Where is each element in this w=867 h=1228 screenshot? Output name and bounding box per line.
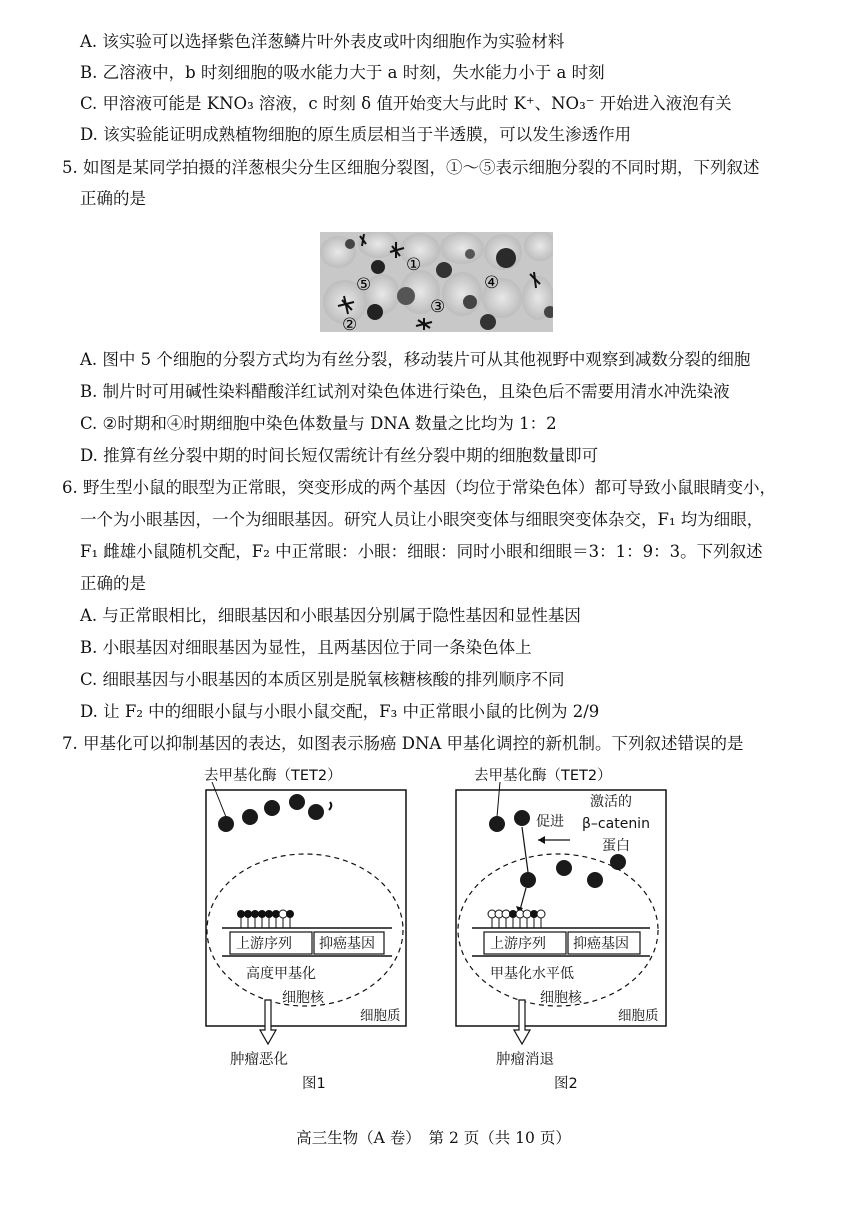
fig2-enzyme-label: 去甲基化酶（TET2）: [474, 768, 612, 784]
page-footer: 高三生物（A 卷） 第 2 页（共 10 页）: [296, 1129, 571, 1147]
fig1-cytoplasm-label: 细胞质: [360, 1008, 401, 1024]
q5-stem-line2: 正确的是: [80, 189, 146, 208]
fig2-protein-dot: [587, 872, 603, 888]
fig2-cytoplasm-label: 细胞质: [618, 1008, 659, 1024]
q4-option-d: D. 该实验能证明成熟植物细胞的原生质层相当于半透膜，可以发生渗透作用: [80, 125, 632, 144]
fig2-pointer-line: [497, 782, 500, 817]
fig1-enzyme-dot: [289, 794, 305, 810]
fig1-down-arrow: [260, 1000, 276, 1044]
fig1-upstream-label: 上游序列: [236, 936, 292, 952]
fig1-nucleus-label: 细胞核: [282, 990, 324, 1006]
fig1-enzyme-label: 去甲基化酶（TET2）: [204, 768, 342, 784]
q6-option-a: A. 与正常眼相比，细眼基因和小眼基因分别属于隐性基因和显性基因: [80, 606, 581, 625]
fig1-methyl-groups: [237, 910, 294, 928]
q6-stem-line3: F₁ 雌雄小鼠随机交配，F₂ 中正常眼：小眼：细眼：同时小眼和细眼＝3：1：9：3。下列叙述: [80, 542, 763, 561]
fig2-promote-label: 促进: [536, 814, 564, 830]
q6-option-c: C. 细眼基因与小眼基因的本质区别是脱氧核糖核酸的排列顺序不同: [80, 670, 565, 689]
fig1-enzyme-dot: [308, 804, 324, 820]
photo-label-4: ④: [484, 273, 500, 293]
fig2-nucleus-label: 细胞核: [540, 990, 582, 1006]
fig1-pointer-line: [212, 782, 226, 817]
fig2-protein-dot: [610, 854, 626, 870]
q5-option-c: C. ②时期和④时期细胞中染色体数量与 DNA 数量之比均为 1：2: [80, 414, 557, 433]
q6-stem-line1: 6. 野生型小鼠的眼型为正常眼，突变形成的两个基因（均位于常染色体）都可导致小鼠眼睛变小，: [62, 478, 776, 497]
fig2-enzyme-dot: [520, 872, 536, 888]
fig2-methylation-label: 甲基化水平低: [490, 966, 574, 982]
q4-option-c: C. 甲溶液可能是 KNO₃ 溶液，c 时刻 δ 值开始变大与此时 K⁺、NO₃⁻ 开始进入液泡有关: [80, 94, 732, 113]
onion-root-tip-micrograph: [320, 232, 553, 332]
fig2-activated-label-3: 蛋白: [602, 838, 630, 854]
fig2-caption: 图2: [554, 1076, 578, 1092]
fig2-enzyme-dot: [489, 816, 505, 832]
fig1-mark: [329, 802, 331, 810]
fig2-promote-arrowhead: [538, 836, 545, 844]
fig1-enzyme-dot: [218, 816, 234, 832]
q6-stem-line2: 一个为小眼基因，一个为细眼基因。研究人员让小眼突变体与细眼突变体杂交，F₁ 均为细眼，: [80, 510, 764, 529]
fig1-caption: 图1: [302, 1076, 326, 1092]
fig2-move-arrow: [520, 888, 526, 910]
fig2-upstream-label: 上游序列: [490, 936, 546, 952]
q4-option-b: B. 乙溶液中，b 时刻细胞的吸水能力大于 a 时刻，失水能力小于 a 时刻: [80, 63, 605, 82]
photo-label-1: ①: [406, 255, 422, 275]
photo-label-5: ⑤: [356, 275, 372, 295]
fig2-activated-label-1: 激活的: [590, 794, 632, 810]
figure-1: [190, 762, 420, 1096]
q5-option-a: A. 图中 5 个细胞的分裂方式均为有丝分裂，移动装片可从其他视野中观察到减数分裂的细胞: [80, 350, 751, 369]
fig1-enzyme-dot: [242, 809, 258, 825]
fig2-down-arrow: [514, 1000, 530, 1044]
fig1-enzyme-dot: [264, 800, 280, 816]
q6-stem-line4: 正确的是: [80, 574, 146, 593]
q7-stem: 7. 甲基化可以抑制基因的表达，如图表示肠癌 DNA 甲基化调控的新机制。下列叙述错误的是: [62, 734, 744, 753]
fig1-outcome-label: 肿瘤恶化: [230, 1052, 288, 1068]
fig2-protein-dot: [556, 860, 572, 876]
q5-option-d: D. 推算有丝分裂中期的时间长短仅需统计有丝分裂中期的细胞数量即可: [80, 446, 599, 465]
q5-option-b: B. 制片时可用碱性染料醋酸洋红试剂对染色体进行染色，且染色后不需要用清水冲洗染液: [80, 382, 730, 401]
q6-option-d: D. 让 F₂ 中的细眼小鼠与小眼小鼠交配，F₃ 中正常眼小鼠的比例为 2/9: [80, 702, 600, 721]
q5-stem-line1: 5. 如图是某同学拍摄的洋葱根尖分生区细胞分裂图，①～⑤表示细胞分裂的不同时期，下列叙述: [62, 158, 760, 177]
q6-option-b: B. 小眼基因对细眼基因为显性，且两基因位于同一条染色体上: [80, 638, 532, 657]
photo-label-3: ③: [430, 297, 446, 317]
fig2-gene-label: 抑癌基因: [573, 936, 629, 952]
fig2-outcome-label: 肿瘤消退: [496, 1052, 554, 1068]
fig1-methylation-label: 高度甲基化: [246, 966, 316, 982]
q4-option-a: A. 该实验可以选择紫色洋葱鳞片叶外表皮或叶肉细胞作为实验材料: [80, 32, 565, 51]
fig2-methyl-groups: [488, 910, 545, 928]
figure-2: [440, 762, 680, 1096]
fig1-nucleus: [207, 854, 403, 1006]
fig2-enzyme-dot: [514, 810, 530, 826]
fig1-gene-label: 抑癌基因: [319, 936, 375, 952]
fig2-move-arrow: [522, 827, 528, 872]
fig2-nucleus: [458, 854, 658, 1006]
photo-label-2: ②: [342, 315, 358, 332]
fig2-activated-label-2: β–catenin: [582, 816, 650, 832]
